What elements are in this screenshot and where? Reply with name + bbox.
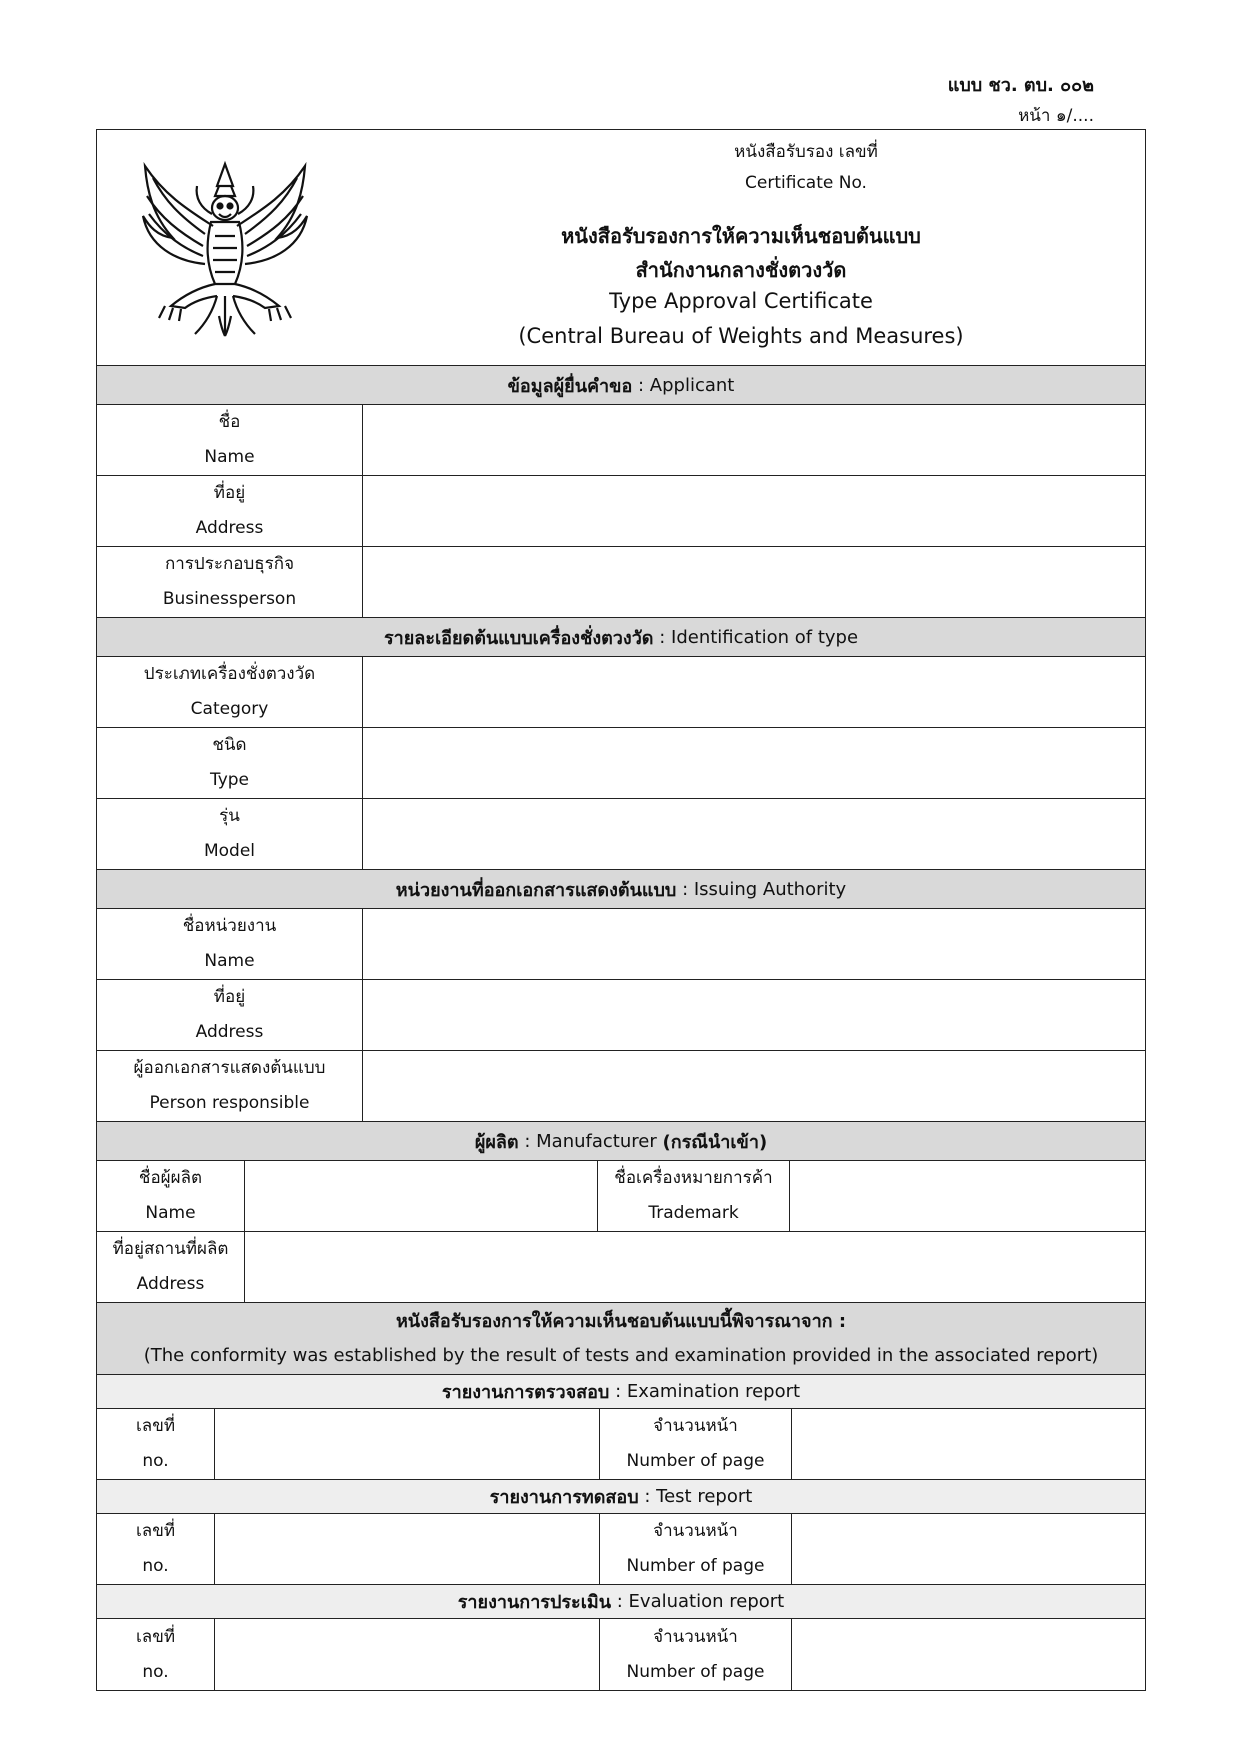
type-field[interactable] (363, 728, 1145, 798)
field-label (600, 1409, 792, 1479)
examination-report-number-field[interactable] (215, 1409, 600, 1479)
applicant-section-header (97, 366, 1145, 405)
label-th: ที่อยู่ (213, 987, 246, 1007)
applicant-address-field[interactable] (363, 476, 1145, 546)
section-title-suffix-th: (กรณีนำเข้า) (662, 1131, 768, 1153)
label-en: no. (142, 1661, 169, 1682)
report-title-en: : Evaluation report (611, 1591, 785, 1612)
section-title-th: รายละเอียดต้นแบบเครื่องชั่งตวงวัด (383, 627, 654, 649)
label-th: ประเภทเครื่องชั่งตวงวัด (143, 664, 316, 684)
label-en: no. (142, 1556, 169, 1576)
model-field[interactable] (363, 799, 1145, 869)
label-en: Name (204, 447, 255, 467)
manufacturer-name-field[interactable] (245, 1161, 598, 1231)
applicant-business-row (97, 547, 1145, 618)
field-label (598, 1161, 790, 1231)
certificate-number-label-th: หนังสือรับรอง เลขที่ (734, 142, 878, 162)
applicant-address-row (97, 476, 1145, 547)
field-label (97, 547, 363, 617)
label-en: Address (195, 1022, 264, 1042)
section-title-en: : Issuing Authority (676, 878, 847, 900)
label-en: Model (203, 841, 256, 861)
certificate-title-en: Type Approval Certificate (609, 289, 873, 313)
label-th: ชื่อผู้ผลิต (138, 1168, 203, 1188)
evaluation-report-number-field[interactable] (215, 1619, 600, 1690)
manufacturer-name-row (97, 1161, 1145, 1232)
conformity-section-header (97, 1303, 1145, 1375)
label-th: เลขที่ (135, 1521, 176, 1541)
test-report-number-field[interactable] (215, 1514, 600, 1584)
label-en: Address (136, 1274, 205, 1294)
field-label (97, 1409, 215, 1479)
label-en: no. (142, 1451, 169, 1471)
section-title-en: (The conformity was established by the result of tests and examination provided in the associated report) (143, 1344, 1099, 1366)
certificate-title-th: หนังสือรับรองการให้ความเห็นชอบต้นแบบ (561, 224, 921, 248)
label-en: Name (204, 951, 255, 971)
field-label (97, 405, 363, 475)
section-title-th: ผู้ผลิต (474, 1131, 519, 1153)
field-label (97, 1051, 363, 1121)
section-title-en: : Identification of type (653, 626, 859, 648)
report-title-th: รายงานการทดสอบ (489, 1487, 639, 1508)
manufacturer-address-row (97, 1232, 1145, 1303)
garuda-emblem-icon (135, 156, 315, 341)
applicant-name-field[interactable] (363, 405, 1145, 475)
manufacturer-section-header (97, 1122, 1145, 1161)
field-label (97, 728, 363, 798)
label-en: Number of page (626, 1661, 765, 1682)
field-label (97, 1161, 245, 1231)
test-report-header (97, 1480, 1145, 1514)
authority-address-field[interactable] (363, 980, 1145, 1050)
label-th: เลขที่ (135, 1626, 176, 1647)
authority-person-field[interactable] (363, 1051, 1145, 1121)
label-th: การประกอบธุรกิจ (164, 554, 295, 574)
authority-address-row (97, 980, 1145, 1051)
certificate-header (97, 130, 1145, 366)
trademark-field[interactable] (790, 1161, 1145, 1231)
label-th: ชนิด (212, 735, 247, 755)
label-th: จำนวนหน้า (653, 1626, 738, 1647)
field-label (97, 980, 363, 1050)
field-label (600, 1619, 792, 1690)
model-row (97, 799, 1145, 870)
label-th: ที่อยู่ (213, 483, 246, 503)
section-title-en: : Manufacturer (518, 1130, 663, 1152)
label-en: Businessperson (162, 589, 297, 609)
label-en: Address (195, 518, 264, 538)
examination-report-row (97, 1409, 1145, 1480)
label-th: ชื่อเครื่องหมายการค้า (614, 1168, 773, 1188)
field-label (97, 657, 363, 727)
section-title-th: หน่วยงานที่ออกเอกสารแสดงต้นแบบ (395, 879, 677, 901)
field-label (97, 476, 363, 546)
certificate-form (96, 129, 1146, 1691)
label-th: เลขที่ (135, 1416, 176, 1436)
report-title-en: : Examination report (609, 1381, 801, 1402)
label-th: ผู้ออกเอกสารแสดงต้นแบบ (133, 1058, 326, 1078)
evaluation-report-pages-field[interactable] (792, 1619, 1145, 1690)
section-title-th: หนังสือรับรองการให้ความเห็นชอบต้นแบบนี้พิจารณาจาก : (395, 1310, 847, 1332)
examination-report-header (97, 1375, 1145, 1409)
report-title-th: รายงานการประเมิน (457, 1592, 612, 1613)
section-title-en: : Applicant (632, 374, 735, 396)
section-title-th: ข้อมูลผู้ยื่นคำขอ (507, 375, 633, 397)
label-th: ชื่อหน่วยงาน (182, 916, 277, 936)
label-th: จำนวนหน้า (653, 1521, 738, 1541)
label-en: Person responsible (149, 1093, 310, 1113)
field-label (97, 909, 363, 979)
label-en: Type (209, 770, 250, 790)
applicant-business-field[interactable] (363, 547, 1145, 617)
category-row (97, 657, 1145, 728)
authority-person-row (97, 1051, 1145, 1122)
label-en: Number of page (626, 1451, 765, 1471)
test-report-row (97, 1514, 1145, 1585)
page-number: หน้า ๑/.... (1018, 106, 1094, 126)
report-title-th: รายงานการตรวจสอบ (441, 1382, 610, 1403)
evaluation-report-row (97, 1619, 1145, 1690)
authority-section-header (97, 870, 1145, 909)
issuing-office-th: สำนักงานกลางชั่งตวงวัด (635, 258, 847, 282)
certificate-number-label-en: Certificate No. (745, 173, 867, 193)
label-en: Category (190, 699, 269, 719)
test-report-pages-field[interactable] (792, 1514, 1145, 1584)
label-en: Number of page (626, 1556, 765, 1576)
category-field[interactable] (363, 657, 1145, 727)
label-en: Name (145, 1203, 196, 1223)
field-label (97, 1514, 215, 1584)
label-th: ชื่อ (218, 412, 241, 432)
manufacturer-address-field[interactable] (245, 1232, 1145, 1302)
applicant-name-row (97, 405, 1145, 476)
authority-name-field[interactable] (363, 909, 1145, 979)
authority-name-row (97, 909, 1145, 980)
evaluation-report-header (97, 1585, 1145, 1619)
field-label (97, 1619, 215, 1690)
label-th: ที่อยู่สถานที่ผลิต (112, 1239, 229, 1259)
label-th: รุ่น (219, 806, 240, 826)
field-label (600, 1514, 792, 1584)
issuing-office-en: (Central Bureau of Weights and Measures) (518, 324, 964, 348)
field-label (97, 1232, 245, 1302)
examination-report-pages-field[interactable] (792, 1409, 1145, 1479)
form-code: แบบ ชว. ตบ. ๐๐๒ (947, 75, 1094, 96)
field-label (97, 799, 363, 869)
report-title-en: : Test report (638, 1486, 753, 1507)
label-th: จำนวนหน้า (653, 1416, 738, 1436)
label-en: Trademark (648, 1203, 739, 1223)
identification-section-header (97, 618, 1145, 657)
type-row (97, 728, 1145, 799)
